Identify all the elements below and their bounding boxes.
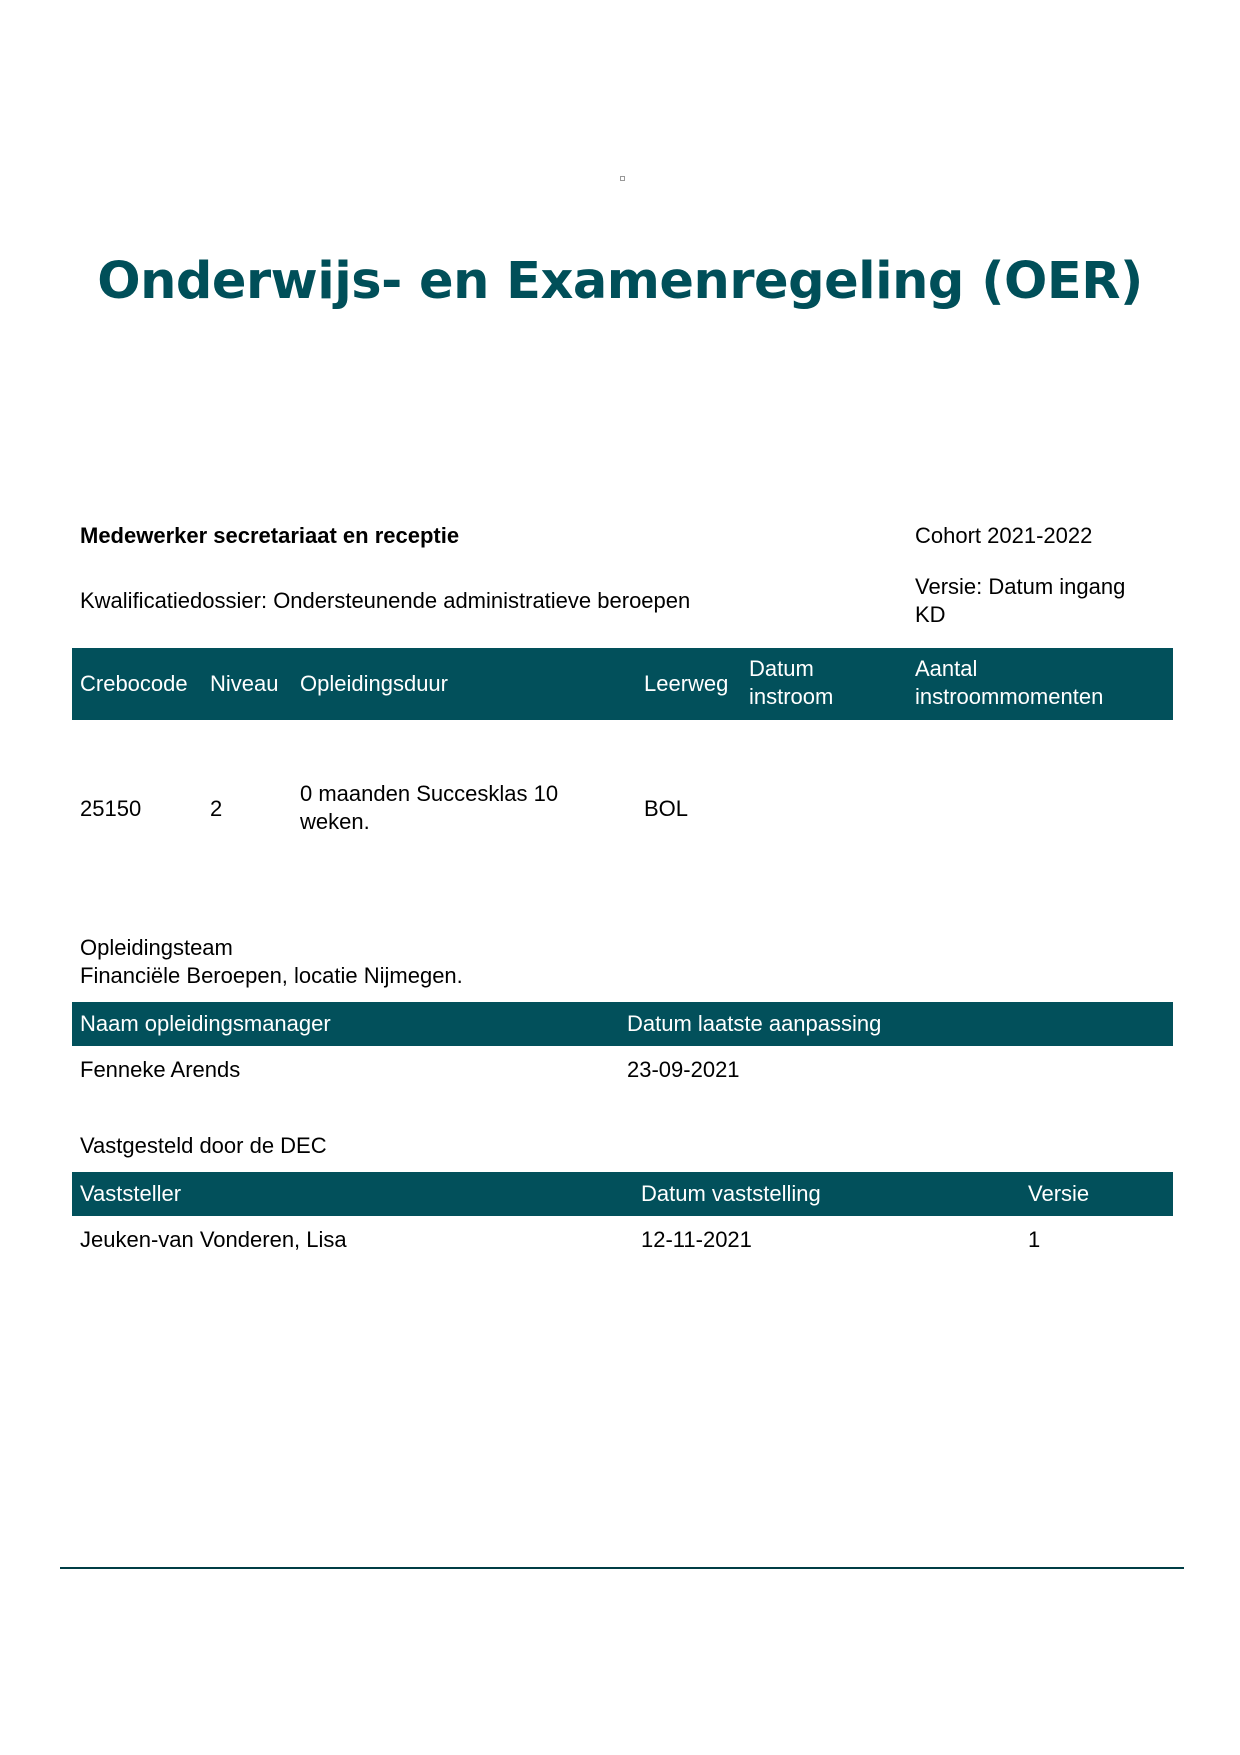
team-name: Financiële Beroepen, locatie Nijmegen.	[80, 963, 463, 988]
team-block	[80, 934, 463, 990]
cell-opleidingsduur-line2: weken.	[300, 809, 370, 834]
header-crebocode: Crebocode	[80, 671, 188, 696]
course-table-header	[72, 648, 1173, 720]
header-opleidingsduur: Opleidingsduur	[300, 671, 448, 696]
placeholder-marker-icon	[620, 176, 625, 181]
version-info-line1: Versie: Datum ingang	[915, 574, 1126, 599]
program-name: Medewerker secretariaat en receptie	[80, 523, 460, 548]
table-row	[72, 1216, 1173, 1266]
header-vaststeller: Vaststeller	[80, 1181, 182, 1206]
header-datum-instroom-line1: Datum	[749, 656, 814, 681]
footer-divider	[60, 1567, 1184, 1569]
header-datum-instroom	[749, 655, 833, 711]
header-datum-vaststelling: Datum vaststelling	[641, 1181, 821, 1206]
header-datum-instroom-line2: instroom	[749, 684, 834, 709]
cell-datum-vaststelling: 12-11-2021	[641, 1227, 752, 1252]
approval-label: Vastgesteld door de DEC	[80, 1133, 327, 1158]
cell-leerweg: BOL	[644, 796, 689, 821]
cell-vaststeller: Jeuken-van Vonderen, Lisa	[80, 1227, 347, 1252]
header-aantal-instroommomenten	[915, 655, 1103, 711]
cell-opleidingsduur	[300, 780, 558, 836]
version-info	[915, 573, 1125, 629]
header-niveau: Niveau	[210, 671, 279, 696]
cell-crebocode: 25150	[80, 796, 142, 821]
cell-versie: 1	[1028, 1227, 1041, 1252]
header-datum-laatste-aanpassing: Datum laatste aanpassing	[627, 1011, 882, 1036]
header-versie: Versie	[1028, 1181, 1090, 1206]
manager-table-header	[72, 1002, 1173, 1046]
cell-opleidingsduur-line1: 0 maanden Succesklas 10	[300, 781, 559, 806]
team-label: Opleidingsteam	[80, 935, 233, 960]
header-aantal-line2: instroommomenten	[915, 684, 1104, 709]
table-row	[72, 720, 1173, 880]
header-leerweg: Leerweg	[644, 671, 729, 696]
version-info-line2: KD	[915, 602, 946, 627]
header-aantal-line1: Aantal	[915, 656, 978, 681]
qualification-dossier: Kwalificatiedossier: Ondersteunende administratieve beroepen	[80, 588, 691, 613]
document-title: Onderwijs- en Examenregeling (OER)	[97, 252, 1143, 311]
header-naam-opleidingsmanager: Naam opleidingsmanager	[80, 1011, 331, 1036]
table-row	[72, 1046, 1173, 1096]
cell-manager-name: Fenneke Arends	[80, 1057, 241, 1082]
cohort-label: Cohort 2021-2022	[915, 523, 1093, 548]
cell-last-modified: 23-09-2021	[627, 1057, 740, 1082]
cell-niveau: 2	[210, 796, 223, 821]
approval-table-header	[72, 1172, 1173, 1216]
